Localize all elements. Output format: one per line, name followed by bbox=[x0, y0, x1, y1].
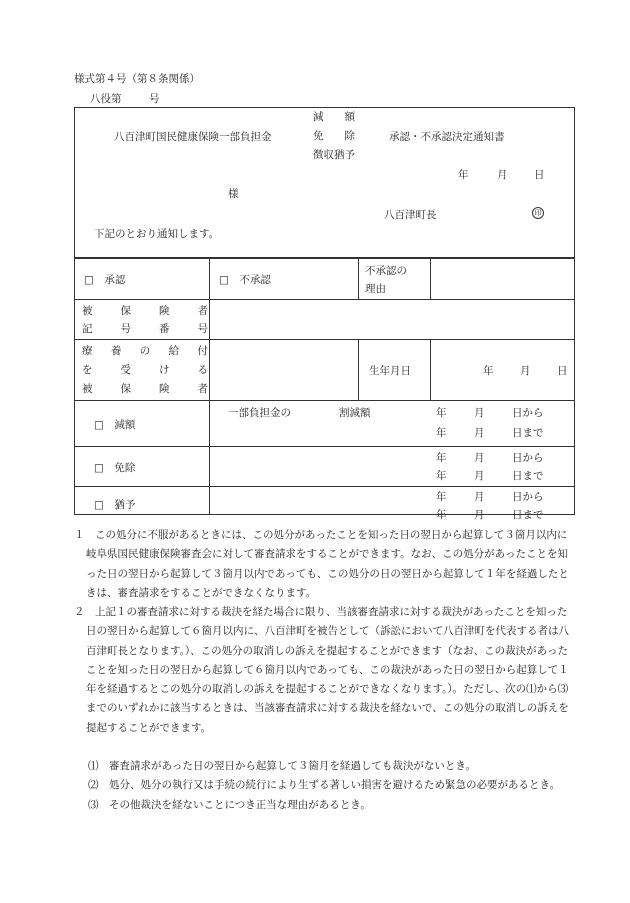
seal-stamp: 印 bbox=[532, 207, 544, 219]
deferral-from-month: 月 bbox=[474, 491, 485, 503]
subnote-3: ⑶ その他裁決を経ないことにつき正当な理由があるとき。 bbox=[88, 798, 371, 811]
label-char: 付 bbox=[197, 345, 208, 357]
option-reduction: 減 額 bbox=[313, 111, 355, 123]
notice-intro: 下記のとおり通知します。 bbox=[94, 228, 220, 240]
table-rule bbox=[74, 446, 575, 447]
recipient-label-line1 bbox=[82, 343, 208, 358]
label-char: 号 bbox=[120, 323, 131, 335]
label-char: 号 bbox=[197, 323, 208, 335]
label-char: 被 bbox=[82, 383, 93, 395]
birth-date-label: 生年月日 bbox=[369, 365, 411, 377]
notice-title-left: 八百津町国民健康保険一部負担金 bbox=[114, 131, 272, 143]
table-rule bbox=[74, 299, 575, 300]
label-char: け bbox=[159, 364, 170, 376]
insured-number-label-line2 bbox=[82, 321, 208, 336]
label-char: の bbox=[139, 345, 151, 357]
date-day: 日 bbox=[534, 169, 545, 181]
exemption-to-year: 年 bbox=[436, 470, 447, 482]
reduction-to-month: 月 bbox=[474, 427, 485, 439]
reduction-desc-b: 割減額 bbox=[339, 407, 371, 419]
label-char: 記 bbox=[82, 323, 93, 335]
deferral-to-suffix: 日まで bbox=[512, 509, 544, 521]
label-char: 受 bbox=[120, 364, 131, 376]
table-rule bbox=[74, 486, 575, 487]
label-char: 者 bbox=[197, 383, 208, 395]
notice-title-right: 承認・不承認決定通知書 bbox=[389, 131, 505, 143]
insured-number-label-line1 bbox=[82, 303, 208, 318]
reference-suffix: 号 bbox=[149, 93, 160, 105]
recipient-label-line3 bbox=[82, 381, 208, 396]
label-char: 被 bbox=[82, 305, 93, 317]
exemption-checkbox-label[interactable]: □ 免除 bbox=[94, 462, 136, 474]
table-rule bbox=[74, 339, 575, 340]
label-char: 番 bbox=[159, 323, 170, 335]
exemption-from-suffix: 日から bbox=[512, 452, 544, 464]
birth-month: 月 bbox=[520, 365, 531, 377]
reduction-to-year: 年 bbox=[436, 427, 447, 439]
table-rule bbox=[430, 258, 431, 299]
option-deferral: 徴収猶予 bbox=[313, 149, 355, 161]
label-char: 保 bbox=[120, 383, 131, 395]
deferral-checkbox-label[interactable]: □ 猶予 bbox=[94, 499, 136, 511]
label-char: 険 bbox=[159, 383, 170, 395]
label-char: る bbox=[197, 364, 208, 376]
label-char: 者 bbox=[197, 305, 208, 317]
subnote-list bbox=[88, 757, 574, 815]
exemption-from-month: 月 bbox=[474, 452, 485, 464]
exemption-to-month: 月 bbox=[474, 470, 485, 482]
subnote-1: ⑴ 審査請求があった日の翌日から起算して３箇月を経過しても裁決がないとき。 bbox=[88, 760, 476, 772]
subnote-2: ⑵ 処分、処分の執行又は手続の続行により生ずる著しい損害を避けるため緊急の必要があるとき。 bbox=[88, 779, 561, 792]
note-2-text: ２ 上記１の審査請求に対する裁決を経た場合に限り、当該審査請求に対する裁決があったことを知った日の翌日から起算して６箇月以内に、八百津町を被告として（訴訟において八百津町を代表する者は八百津町長となります。）、この処分の取消しの訴えを提起することができます（なお、この裁決があったことを知った日の翌日から起算して６箇月以内であっても、この裁決があった日の翌日から起算して１年を経過するとこの処分の取消しの訴えを提起することができなくなります。）。ただし、次の⑴から⑶までのいずれかに該当するときは、当該審査請求に対する裁決を経ないで、この処分の取消しの訴えを提起することができます。 bbox=[74, 606, 569, 734]
table-rule bbox=[74, 400, 575, 401]
reduction-from-suffix: 日から bbox=[512, 407, 544, 419]
note-1-text: １ この処分に不服があるときには、この処分があったことを知った日の翌日から起算して３箇月以内に岐阜県国民健康保険審査会に対して審査請求をすることができます。なお、この処分があったことを知った日の翌日から起算して３箇月以内であっても、この処分の日の翌日から起算して１年を経過したときは、審査請求をすることができなくなります。 bbox=[74, 529, 569, 599]
table-rule bbox=[358, 339, 359, 400]
label-char: 保 bbox=[120, 305, 131, 317]
form-number: 様式第４号（第８条関係） bbox=[74, 73, 200, 85]
reduction-from-month: 月 bbox=[474, 407, 485, 419]
reduction-desc-a: 一部負担金の bbox=[228, 407, 291, 419]
deferral-to-month: 月 bbox=[474, 509, 485, 521]
table-rule bbox=[430, 339, 431, 400]
deferral-from-suffix: 日から bbox=[512, 491, 544, 503]
date-month: 月 bbox=[497, 169, 508, 181]
label-char: 養 bbox=[110, 345, 122, 357]
date-year: 年 bbox=[458, 169, 469, 181]
birth-year: 年 bbox=[483, 365, 494, 377]
label-char: 給 bbox=[168, 345, 180, 357]
birth-day: 日 bbox=[557, 365, 568, 377]
label-char: 療 bbox=[82, 345, 93, 357]
reduction-to-suffix: 日まで bbox=[512, 427, 544, 439]
label-char: 険 bbox=[159, 305, 170, 317]
issuer-name: 八百津町長 bbox=[384, 209, 437, 221]
note-lawsuit bbox=[74, 603, 574, 738]
note-appeal bbox=[74, 526, 574, 603]
exemption-from-year: 年 bbox=[436, 452, 447, 464]
deferral-from-year: 年 bbox=[436, 491, 447, 503]
option-exemption: 免 除 bbox=[313, 130, 355, 142]
table-rule bbox=[358, 258, 359, 299]
recipient-label-line2 bbox=[82, 362, 208, 377]
label-char: を bbox=[82, 364, 93, 376]
deferral-to-year: 年 bbox=[436, 509, 447, 521]
exemption-to-suffix: 日まで bbox=[512, 470, 544, 482]
table-rule bbox=[209, 258, 210, 515]
seal-mark bbox=[532, 206, 544, 219]
reduction-checkbox-label[interactable]: □ 減額 bbox=[94, 419, 136, 431]
reject-checkbox-label[interactable]: □ 不承認 bbox=[219, 274, 271, 286]
approve-checkbox-label[interactable]: □ 承認 bbox=[84, 274, 126, 286]
addressee-suffix: 様 bbox=[228, 188, 239, 200]
reference-prefix: 八役第 bbox=[90, 93, 122, 105]
reject-reason-label: 不承認の 理由 bbox=[365, 265, 407, 295]
reduction-from-year: 年 bbox=[436, 407, 447, 419]
